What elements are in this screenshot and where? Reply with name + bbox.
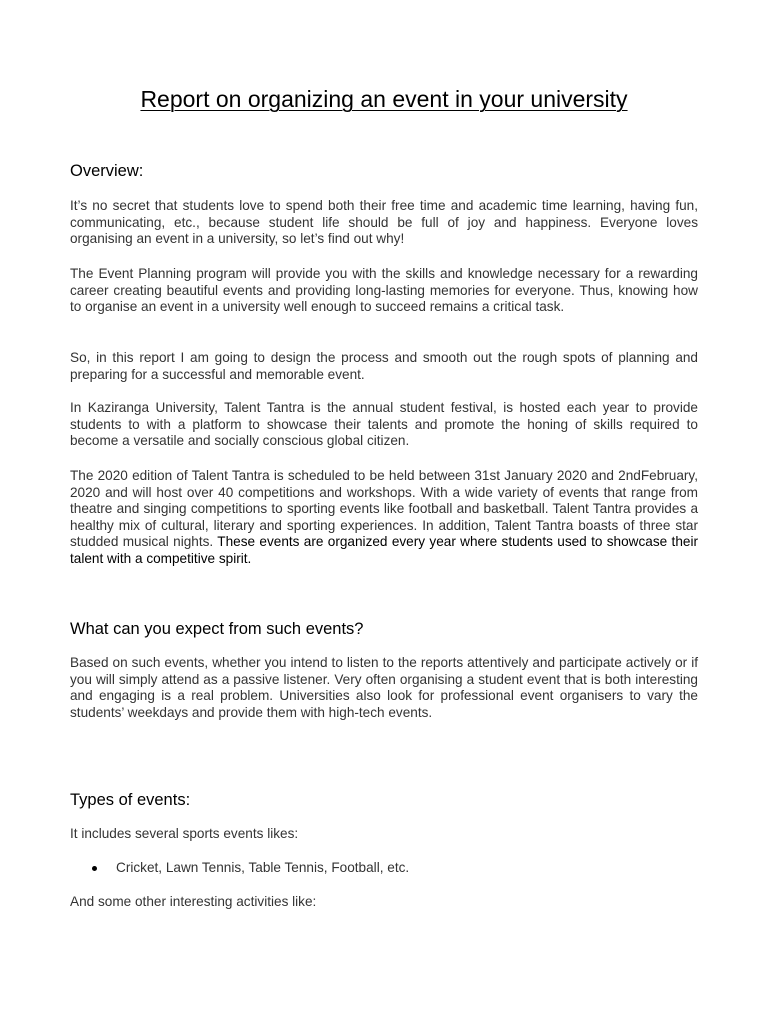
types-intro: It includes several sports events likes: (70, 826, 299, 841)
overview-paragraph-3: So, in this report I am going to design the process and smooth out the rough spots of planning and preparing for a successful and memorable event. (70, 350, 698, 382)
overview-paragraph-5-tail: These events are organized every year where students used to showcase their talent with a competitive spirit. (70, 534, 698, 566)
overview-paragraph-2: The Event Planning program will provide you with the skills and knowledge necessary for a rewarding career creating beautiful events and providing long-lasting memories for everyone. Thus, knowing how to organise an event in a university well enough to succeed remains a critical task. (70, 266, 698, 315)
types-bullet-list (70, 860, 409, 877)
overview-paragraph-4: In Kaziranga University, Talent Tantra is the annual student festival, is hosted each year to provide students to with a platform to showcase their talents and promote the honing of skills required to become a versatile and socially conscious global citizen. (70, 400, 698, 449)
types-outro: And some other interesting activities like: (70, 894, 317, 909)
overview-heading: Overview: (70, 162, 144, 180)
expect-paragraph-1: Based on such events, whether you intend to listen to the reports attentively and participate actively or if you will simply attend as a passive listener. Very often organising a student event that is both interesting and engaging is a real problem. Universities also look for professional event organisers to vary the students’ weekdays and provide them with high-tech events. (70, 655, 698, 720)
expect-heading: What can you expect from such events? (70, 620, 364, 638)
list-item (70, 860, 409, 877)
overview-paragraph-5-main: The 2020 edition of Talent Tantra is scheduled to be held between 31st January 2020 and 2ndFebruary, 2020 and will host over 40 competitions and workshops. With a wide variety of events that range from theatre and singing competitions to sporting events like football and basketball. Talent Tantra provides a healthy mix of cultural, literary and sporting experiences. In addition, Talent Tantra boasts of three star studded musical nights. (70, 468, 698, 550)
bullet-icon (92, 866, 97, 871)
list-item-text: Cricket, Lawn Tennis, Table Tennis, Football, etc. (116, 860, 410, 875)
overview-paragraph-5 (70, 468, 698, 568)
types-heading: Types of events: (70, 791, 191, 809)
document-title: Report on organizing an event in your university (140, 86, 628, 112)
overview-paragraph-1: It’s no secret that students love to spend both their free time and academic time learning, having fun, communicating, etc., because student life should be full of joy and happiness. Everyone loves organising an event in a university, so let’s find out why! (70, 198, 698, 247)
